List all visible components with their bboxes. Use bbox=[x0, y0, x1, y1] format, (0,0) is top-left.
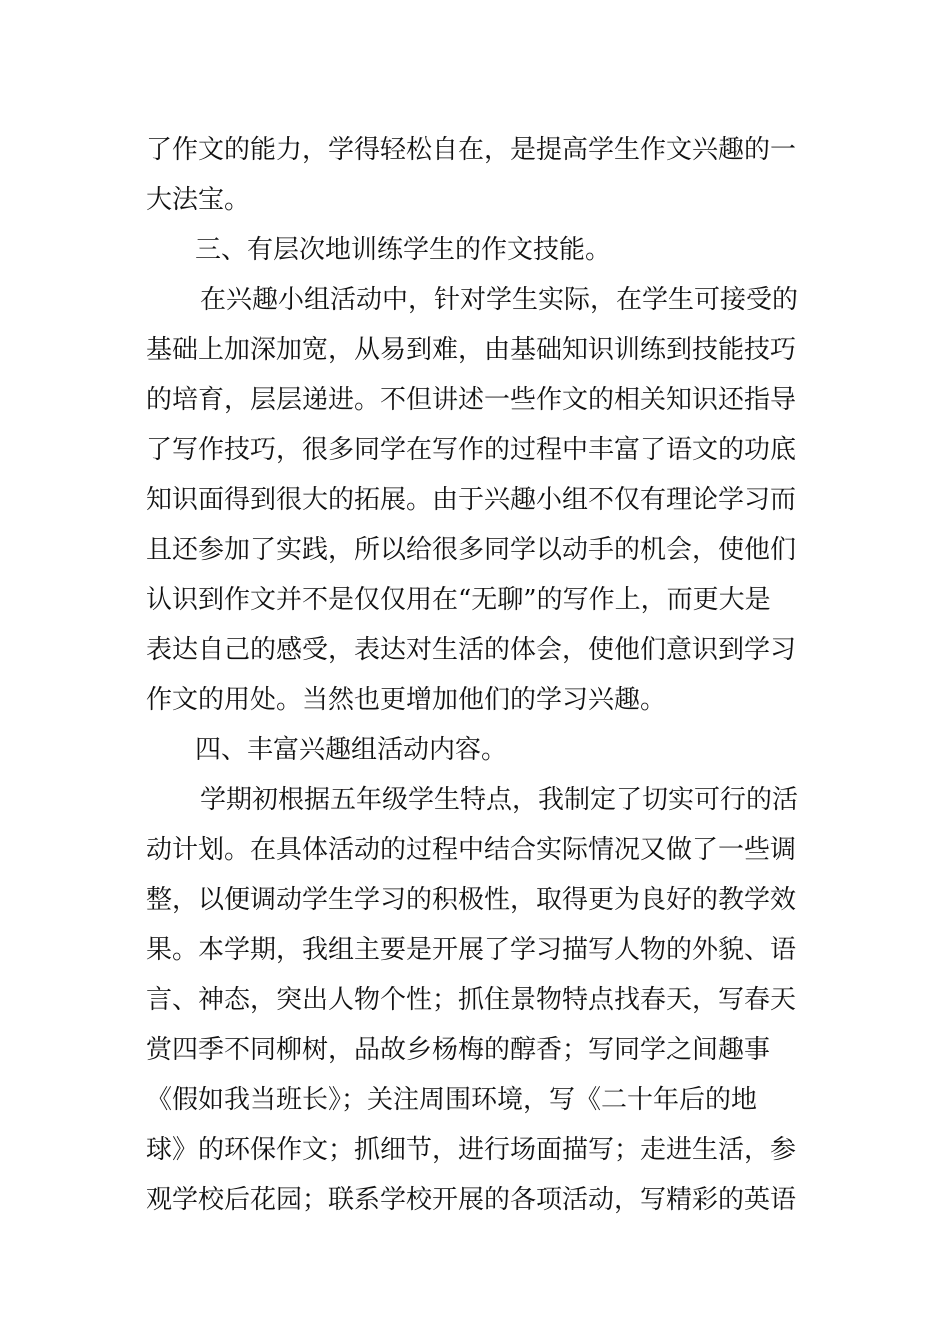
text-line: 作文的用处。当然也更增加他们的学习兴趣。 bbox=[146, 685, 667, 715]
text-line: 言、神态，突出人物个性；抓住景物特点找春天，写春天 bbox=[146, 985, 797, 1015]
text-line: 表达自己的感受，表达对生活的体会，使他们意识到学习 bbox=[146, 635, 797, 665]
text-line: 动计划。在具体活动的过程中结合实际情况又做了一些调 bbox=[146, 835, 797, 865]
text-line: 了写作技巧，很多同学在写作的过程中丰富了语文的功底 bbox=[146, 435, 797, 465]
text-line: 知识面得到很大的拓展。由于兴趣小组不仅有理论学习而 bbox=[146, 485, 797, 515]
paragraph-first-line: 在兴趣小组活动中，针对学生实际，在学生可接受的 bbox=[200, 285, 799, 315]
section-heading: 四、丰富兴趣组活动内容。 bbox=[195, 735, 508, 765]
text-line: 《假如我当班长》；关注周围环境，写《二十年后的地 bbox=[146, 1085, 758, 1115]
text-line: 认识到作文并不是仅仅用在“无聊”的写作上，而更大是 bbox=[146, 585, 771, 615]
text-line: 整，以便调动学生学习的积极性，取得更为良好的教学效 bbox=[146, 885, 797, 915]
text-line: 且还参加了实践，所以给很多同学以动手的机会，使他们 bbox=[146, 535, 797, 565]
text-line: 观学校后花园；联系学校开展的各项活动，写精彩的英语 bbox=[146, 1185, 797, 1215]
text-line: 基础上加深加宽，从易到难，由基础知识训练到技能技巧 bbox=[146, 335, 797, 365]
text-line: 了作文的能力，学得轻松自在，是提高学生作文兴趣的一 bbox=[146, 135, 797, 165]
paragraph-first-line: 学期初根据五年级学生特点，我制定了切实可行的活 bbox=[200, 785, 799, 815]
text-line: 赏四季不同柳树，品故乡杨梅的醇香；写同学之间趣事 bbox=[146, 1035, 771, 1065]
text-line: 的培育，层层递进。不但讲述一些作文的相关知识还指导 bbox=[146, 385, 797, 415]
section-heading: 三、有层次地训练学生的作文技能。 bbox=[195, 235, 612, 265]
text-line: 球》的环保作文；抓细节，进行场面描写；走进生活，参 bbox=[146, 1135, 797, 1165]
text-line: 果。本学期，我组主要是开展了学习描写人物的外貌、语 bbox=[146, 935, 797, 965]
text-line: 大法宝。 bbox=[146, 185, 251, 215]
